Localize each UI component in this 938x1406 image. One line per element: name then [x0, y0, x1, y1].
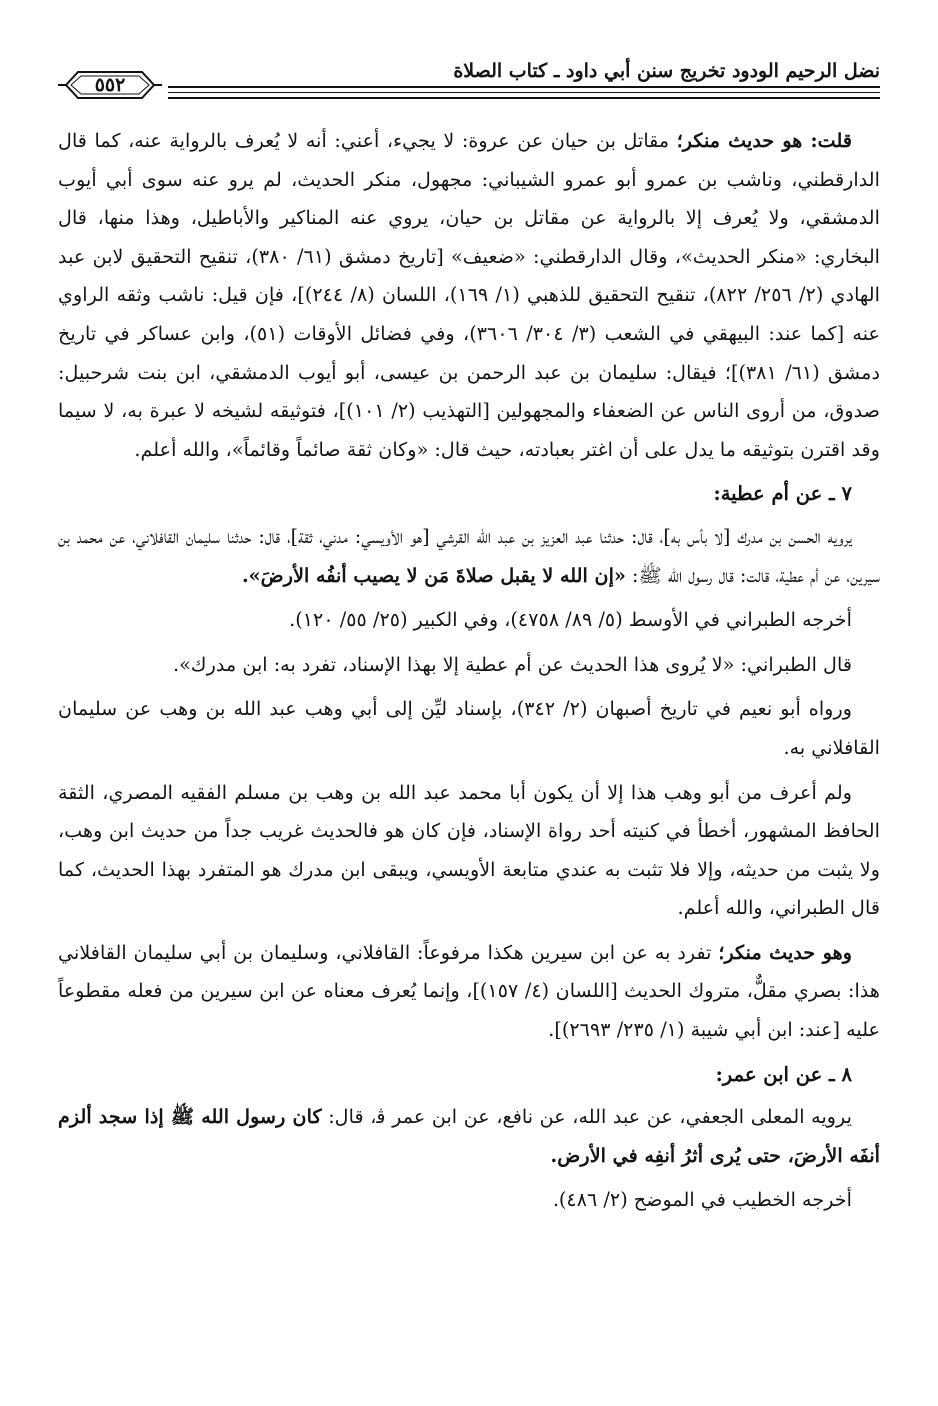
- paragraph: [58, 690, 880, 767]
- page-number: ٥٥٢: [94, 74, 126, 96]
- bold-text: ٧ ـ عن أم عطية:: [713, 482, 852, 506]
- paragraph: [58, 1098, 880, 1175]
- page-number-badge: [58, 68, 162, 102]
- section-heading: [58, 1056, 880, 1095]
- text-run: ولم أعرف من أبو وهب هذا إلا أن يكون أبا محمد عبد الله بن وهب بن مسلم الفقيه المصري، الثقة الحافظ المشهور، أخطأ في كنيته أحد رواة الإسناد، فإن كان هو فالحديث غريب جداً من حديث ابن وهب، ولا يثبت من حديثه، وإلا فلا تثبت به عندي متابعة الأويسي، ويبقى ابن مدرك هو المتفرد بهذا الحديث، كما قال الطبراني، والله أعلم.: [58, 780, 880, 920]
- paragraph: [58, 601, 880, 640]
- section-heading: [58, 475, 880, 514]
- text-run: تفرد به عن ابن سيرين هكذا مرفوعاً: القافلاني، وسليمان بن أبي سليمان القافلاني هذا: بصري مقلٌّ، متروك الحديث [اللسان (٤/ ١٥٧)]، وإنما يُعرف معناه عن ابن سيرين من فعله مقطوعاً عليه [عند: ابن أبي شيبة (١/ ٢٣٥/ ٢٦٩٣)].: [58, 940, 880, 1042]
- bold-text: وهو حديث منكر؛: [718, 940, 852, 964]
- text-run: يرويه المعلى الجعفي، عن عبد الله، عن نافع، عن ابن عمر ﭬ، قال:: [321, 1105, 852, 1129]
- bold-text: قلت: هو حديث منكر؛: [676, 129, 852, 152]
- bold-text: «إن الله لا يقبل صلاةَ مَن لا يصيب أنفُه الأرضَ».: [241, 563, 626, 587]
- text-run: أخرجه الخطيب في الموضح (٢/ ٤٨٦).: [552, 1188, 852, 1212]
- paragraph: [58, 774, 880, 928]
- header-rule: [168, 92, 880, 93]
- paragraph: [58, 646, 880, 685]
- header-rule: [168, 97, 880, 99]
- paragraph: [58, 122, 880, 469]
- paragraph: [58, 1181, 880, 1220]
- text-run: مقاتل بن حيان عن عروة: لا يجيء، أعني: أنه لا يُعرف بالرواية عنه، كما قال الدارقطني، وناشب بن عمرو أبو عمرو الشيباني: مجهول، منكر الحديث، لم يرو عنه سوى أبي أيوب الدمشقي، ولا يُعرف إلا بالرواية عن مقاتل بن حيان، يروي عنه المناكير والأباطيل، وهذا منها، قال البخاري: «منكر الحديث»، وقال الدارقطني: «ضعيف» [تاريخ دمشق (٦١/ ٣٨٠)، تنقيح التحقيق لابن عبد الهادي (٢/ ٢٥٦/ ٨٢٢)، تنقيح التحقيق للذهبي (١/ ١٦٩)، اللسان (٨/ ٢٤٤)]، فإن قيل: ناشب وثقه الراوي عنه [كما عند: البيهقي في الشعب (٣/ ٣٠٤/ ٣٦٠٦)، وفي فضائل الأوقات (٥١)، وابن عساكر في تاريخ دمشق (٦١/ ٣٨١)]؛ فيقال: سليمان بن عبد الرحمن بن عيسى، أبو أيوب الدمشقي، ابن بنت شرحبيل: صدوق، من أروى الناس عن الضعفاء والمجهولين [التهذيب (٢/ ١٠١)]، فتوثيقه لشيخه لا عبرة به، لا سيما وقد اقترن بتوثيقه ما يدل على أن اغتر بعبادته، حيث قال: «وكان ثقة صائماً وقائماً»، والله أعلم.: [58, 129, 881, 461]
- bold-text: كان رسول الله ﷺ إذا سجد ألزم أنفَه الأرضَ، حتى يُرى أثرُ أنفِه في الأرض.: [58, 1105, 880, 1167]
- text-run: أخرجه الطبراني في الأوسط (٥/ ٨٩/ ٤٧٥٨)، وفي الكبير (٢٥/ ٥٥/ ١٢٠).: [289, 608, 852, 632]
- paragraph: [58, 934, 880, 1050]
- bold-text: ٨ ـ عن ابن عمر:: [715, 1062, 852, 1086]
- page-body: [58, 122, 880, 1226]
- paragraph: [58, 518, 880, 595]
- text-run: ورواه أبو نعيم في تاريخ أصبهان (٢/ ٣٤٢)، بإسناد ليِّن إلى أبي وهب عبد الله بن وهب عن سليمان القافلاني به.: [58, 697, 880, 759]
- text-run: قال الطبراني: «لا يُروى هذا الحديث عن أم عطية إلا بهذا الإسناد، تفرد به: ابن مدرك».: [172, 652, 852, 676]
- running-header: [58, 56, 880, 106]
- page-title: نضل الرحيم الودود تخريج سنن أبي داود ـ كتاب الصلاة: [453, 60, 880, 82]
- text-run: يرويه الحسن بن مدرك [لا بأس به]، قال: حدثنا عبد العزيز بن عبد الله القرشي [هو الأويسي: مدني، ثقة]، قال: حدثنا سليمان القافلاني، عن محمد بن سيرين، عن أم عطية، قالت: قال رسول الله ﷺ:: [58, 524, 880, 587]
- header-rule: [168, 86, 880, 88]
